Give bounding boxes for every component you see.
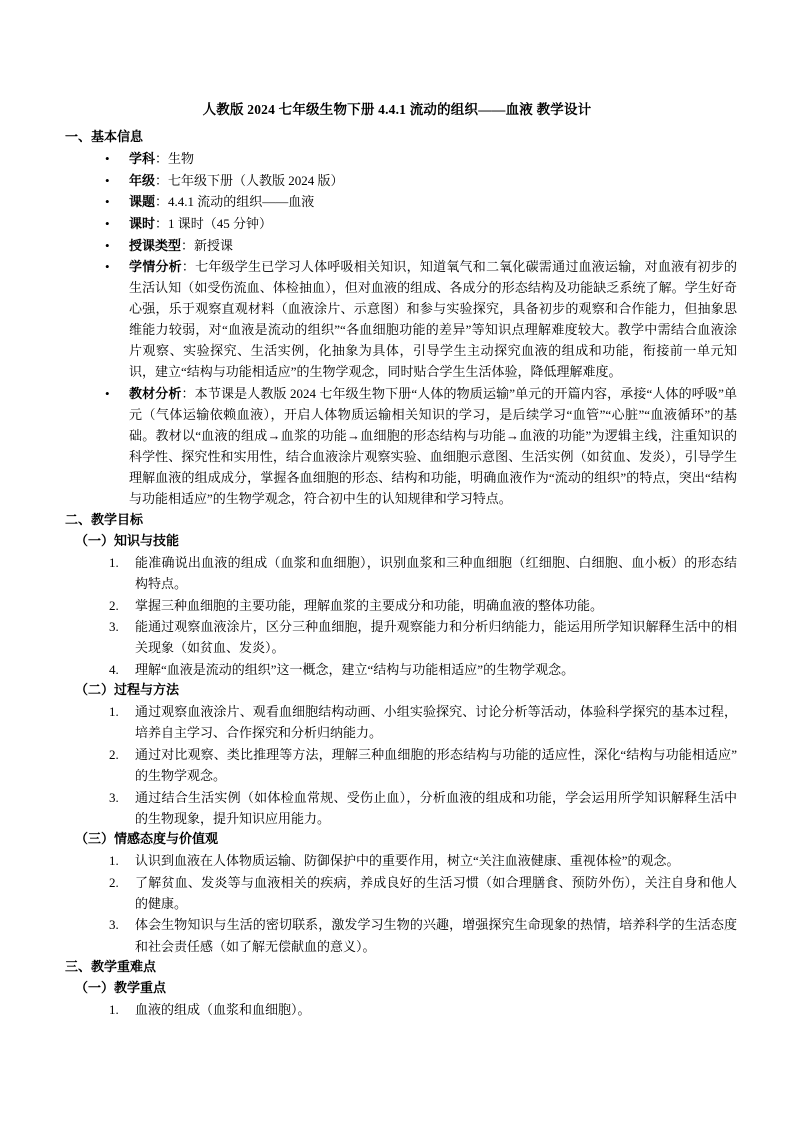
list-item: 血液的组成（血浆和血细胞）。 (135, 1002, 311, 1018)
bullet-text: ：七年级学生已学习人体呼吸相关知识，知道氧气和二氧化碳需通过血液运输，对血液有初步的生活认知（如受伤流血、体检抽血），但对血液的组成、各成分的形态结构及功能缺乏系统了解。学生好奇心强，乐于观察直观材料（血液涂片、示意图）和参与实验探究，具备初步的观察和合作能力，但抽象思维能力较弱，对“血液是流动的组织”“各血细胞功能的差异”等知识点理解难度较大。教学中需结合血液涂片观察、实验探究、生活实例，化抽象为具体，引导学生主动探究血液的组成和功能，衔接前一单元知识，建立“结构与功能相适应”的生物学观念，同时贴合学生生活体验，降低理解难度。 (129, 259, 737, 380)
list-item: 理解“血液是流动的组织”这一概念，建立“结构与功能相适应”的生物学观念。 (135, 661, 575, 677)
subsection-heading-key-points: （一）教学重点 (75, 980, 167, 996)
section-heading-teaching-objectives: 二、教学目标 (65, 511, 144, 527)
bullet-text: ：4.4.1 流动的组织——血液 (155, 194, 315, 210)
list-item (57, 256, 737, 382)
bullet-label: 授课类型 (129, 237, 182, 253)
section-key-difficult-points (57, 957, 737, 1020)
list-item (57, 148, 737, 169)
list-item (57, 235, 737, 256)
emotion-attitude-values-list (57, 850, 737, 956)
page-title: 人教版 2024 七年级生物下册 4.4.1 流动的组织——血液 教学设计 (202, 102, 592, 117)
list-item (57, 191, 737, 212)
bullet-text: ：1 课时（45 分钟） (155, 216, 273, 232)
list-item: 了解贫血、发炎等与血液相关的疾病，养成良好的生活习惯（如合理膳食、预防外伤），关注自身和他人的健康。 (135, 874, 737, 911)
bullet-text: ：生物 (155, 151, 195, 167)
list-item (57, 213, 737, 234)
list-item: 认识到血液在人体物质运输、防御保护中的重要作用，树立“关注血液健康、重视体检”的观念。 (135, 853, 680, 869)
list-item (57, 383, 737, 509)
list-item (57, 170, 737, 191)
basic-info-list (57, 148, 737, 509)
bullet-label: 学科 (129, 151, 156, 167)
list-item: 能通过观察血液涂片，区分三种血细胞，提升观察能力和分析归纳能力，能运用所学知识解释生活中的相关现象（如贫血、发炎）。 (135, 619, 737, 656)
list-item: 通过对比观察、类比推理等方法，理解三种血细胞的形态结构与功能的适应性，深化“结构与功能相适应”的生物学观念。 (135, 746, 737, 784)
bullet-label: 年级 (129, 172, 156, 188)
process-methods-list (57, 701, 737, 828)
bullet-text: ：本节课是人教版 2024 七年级生物下册“人体的物质运输”单元的开篇内容，承接“人体的呼吸”单元（气体运输依赖血液），开启人体物质运输相关知识的学习，是后续学习“血管”“心脏”“血液循环”的基础。教材以“血液的组成→血浆的功能→血细胞的形态结构与功能→血液的功能”为逻辑主线，注重知识的科学性、探究性和实用性，结合血液涂片观察实验、血细胞示意图、生活实例（如贫血、发炎），引导学生理解血液的组成成分，掌握各血细胞的形态、结构和功能，明确血液作为“流动的组织”的特点，突出“结构与功能相适应”的生物学观念，符合初中生的认知规律和学习特点。 (129, 385, 737, 507)
bullet-label: 学情分析 (129, 259, 182, 275)
bullet-label: 课题 (129, 194, 156, 210)
subsection-heading-knowledge-skills: （一）知识与技能 (75, 532, 180, 548)
section-basic-info (57, 127, 737, 509)
list-item: 通过结合生活实例（如体检血常规、受伤止血），分析血液的组成和功能，学会运用所学知识解释生活中的生物现象，提升知识应用能力。 (135, 789, 737, 826)
bullet-label: 课时 (129, 216, 156, 232)
bullet-label: 教材分析 (129, 385, 182, 401)
section-heading-key-difficult-points: 三、教学重难点 (65, 959, 157, 975)
list-item: 通过观察血液涂片、观看血细胞结构动画、小组实验探究、讨论分析等活动，体验科学探究的基本过程，培养自主学习、合作探究和分析归纳能力。 (135, 704, 737, 741)
bullet-text: ：七年级下册（人教版 2024 版） (155, 172, 344, 188)
knowledge-skills-list (57, 552, 737, 680)
list-item: 能准确说出血液的组成（血浆和血细胞），识别血浆和三种血细胞（红细胞、白细胞、血小板）的形态结构特点。 (135, 554, 737, 592)
key-points-list (57, 999, 737, 1020)
list-item: 掌握三种血细胞的主要功能，理解血浆的主要成分和功能，明确血液的整体功能。 (135, 597, 604, 613)
bullet-text: ：新授课 (181, 237, 234, 253)
list-item: 体会生物知识与生活的密切联系，激发学习生物的兴趣，增强探究生命现象的热情，培养科学的生活态度和社会责任感（如了解无偿献血的意义）。 (135, 917, 737, 954)
section-heading-basic-info: 一、基本信息 (65, 129, 144, 145)
section-teaching-objectives (57, 510, 737, 957)
subsection-heading-process-methods: （二）过程与方法 (75, 682, 180, 698)
subsection-heading-emotion-attitude-values: （三）情感态度与价值观 (75, 831, 219, 847)
